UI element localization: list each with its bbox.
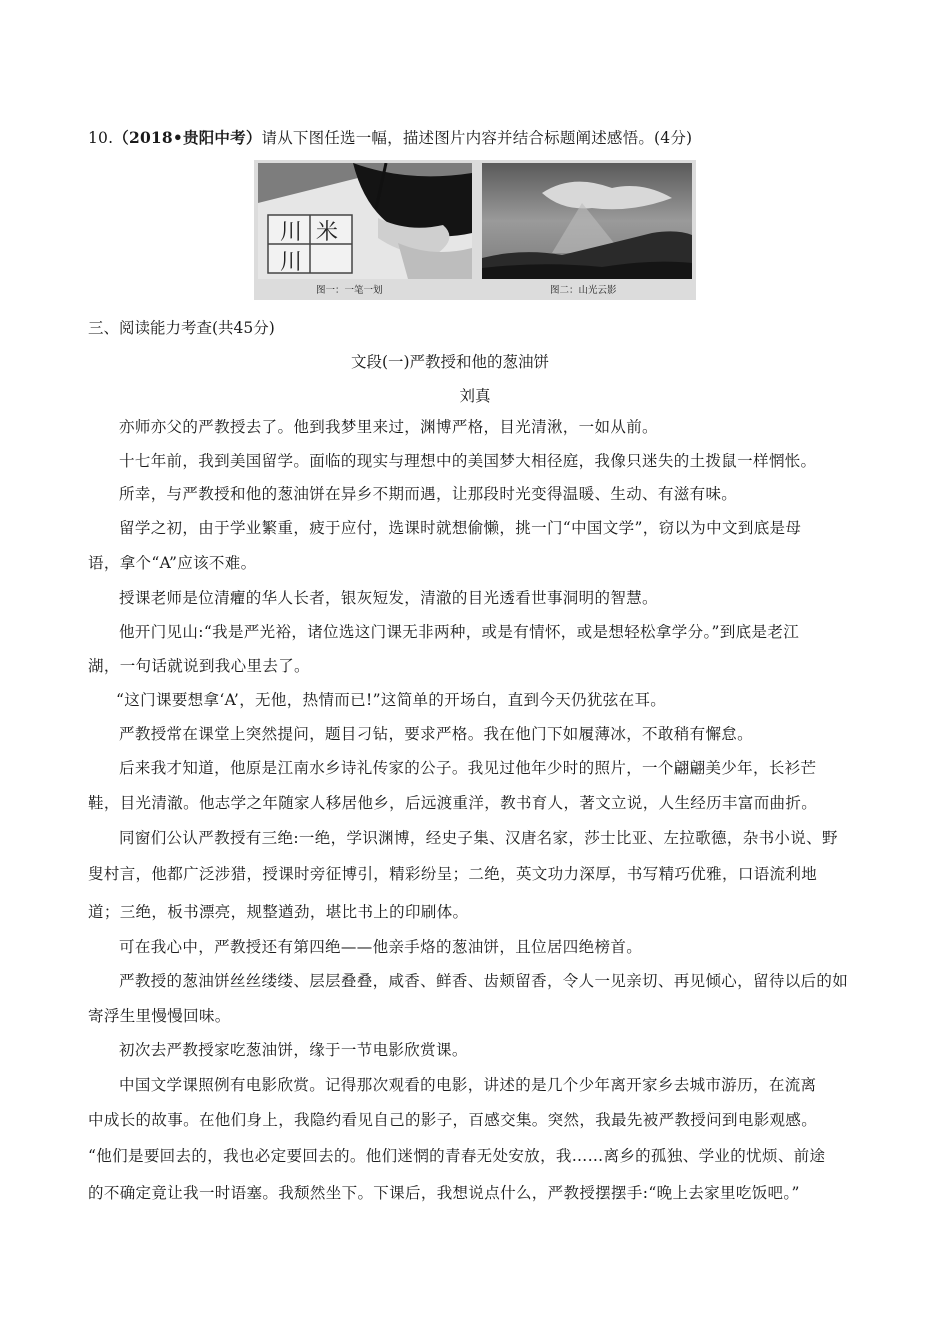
passage-title: 文段(一)严教授和他的葱油饼 (350, 353, 550, 371)
text-line: 后来我才知道，他原是江南水乡诗礼传家的公子。我见过他年少时的照片，一个翩翩美少年，长衫芒 (119, 759, 817, 777)
text-line: 十七年前，我到美国留学。面临的现实与理想中的美国梦大相径庭，我像只迷失的土拨鼠一样惘怅。 (119, 452, 817, 470)
text-line: 中成长的故事。在他们身上，我隐约看见自己的影子，百感交集。突然，我最先被严教授问到电影观感。 (88, 1111, 818, 1129)
figure-panel (254, 160, 696, 300)
text-line: 亦师亦父的严教授去了。他到我梦里来过，渊博严格，目光清湫，一如从前。 (119, 418, 658, 436)
text-line: 授课老师是位清癯的华人长者，银灰短发，清澈的目光透看世事洞明的智慧。 (119, 589, 658, 607)
text-line: 道；三绝，板书漂亮，规整遒劲，堪比书上的印刷体。 (88, 903, 469, 921)
mountain-cloud-photo (482, 163, 692, 279)
text-line: 初次去严教授家吃葱油饼，缘于一节电影欣赏课。 (119, 1041, 468, 1059)
text-line: 语，拿个“A”应该不难。 (88, 554, 257, 572)
figure-two-caption: 图二：山光云影 (550, 285, 617, 296)
text-line: 留学之初，由于学业繁重，疲于应付，选课时就想偷懒，挑一门“中国文学”，窃以为中文到底是母 (119, 519, 802, 537)
text-line: “这门课要想拿‘A’，无他，热情而已!”这简单的开场白，直到今天仍犹弦在耳。 (116, 691, 667, 709)
text-line: 严教授常在课堂上突然提问，题目刁钻，要求严格。我在他门下如履薄冰，不敢稍有懈怠。 (119, 725, 754, 743)
text-line: 湖，一句话就说到我心里去了。 (88, 657, 310, 675)
question-source: （2018•贵阳中考） (113, 128, 262, 147)
text-line: “他们是要回去的，我也必定要回去的。他们迷惘的青春无处安放，我……离乡的孤独、学业的忧烦、前途 (88, 1147, 826, 1165)
text-line: 他开门见山:“我是严光裕，诸位选这门课无非两种，或是有情怀，或是想轻松拿学分。”到底是老江 (119, 623, 800, 641)
question-prompt: 请从下图任选一幅，描述图片内容并结合标题阐述感悟。(4分) (261, 129, 693, 147)
calligraphy-photo (258, 163, 472, 279)
question-number: 10. (88, 129, 114, 147)
figure-one-image (258, 163, 472, 279)
text-line: 所幸，与严教授和他的葱油饼在异乡不期而遇，让那段时光变得温暖、生动、有滋有味。 (119, 485, 738, 503)
fig1-char-a: 川 (280, 220, 303, 245)
passage-author: 刘真 (459, 387, 491, 405)
text-line: 严教授的葱油饼丝丝缕缕、层层叠叠，咸香、鲜香、齿颊留香，令人一见亲切、再见倾心，留待以后的如 (119, 972, 849, 990)
text-line: 的不确定竟让我一时语塞。我颓然坐下。下课后，我想说点什么，严教授摆摆手:“晚上去家里吃饭吧。” (88, 1184, 800, 1202)
text-line: 同窗们公认严教授有三绝:一绝，学识渊博，经史子集、汉唐名家，莎士比亚、左拉歌德，杂书小说、野 (119, 829, 838, 847)
fig1-char-c: 川 (280, 250, 303, 275)
text-line: 可在我心中，严教授还有第四绝——他亲手烙的葱油饼，且位居四绝榜首。 (119, 938, 643, 956)
fig1-char-b: 米 (316, 220, 339, 245)
text-line: 寄浮生里慢慢回味。 (88, 1007, 231, 1025)
text-line: 叟村言，他都广泛涉猎，授课时旁征博引，精彩纷呈；二绝，英文功力深厚，书写精巧优雅，口语流利地 (88, 865, 818, 883)
text-line: 鞋，目光清澈。他志学之年随家人移居他乡，后远渡重洋，教书育人，著文立说，人生经历丰富而曲折。 (88, 794, 818, 812)
figure-two-image (482, 163, 692, 279)
text-line: 中国文学课照例有电影欣赏。记得那次观看的电影，讲述的是几个少年离开家乡去城市游历，在流离 (119, 1076, 817, 1094)
section-heading: 三、阅读能力考查(共45分) (88, 319, 275, 337)
figure-one-caption: 图一：一笔一划 (316, 285, 383, 296)
question-10 (88, 126, 692, 148)
